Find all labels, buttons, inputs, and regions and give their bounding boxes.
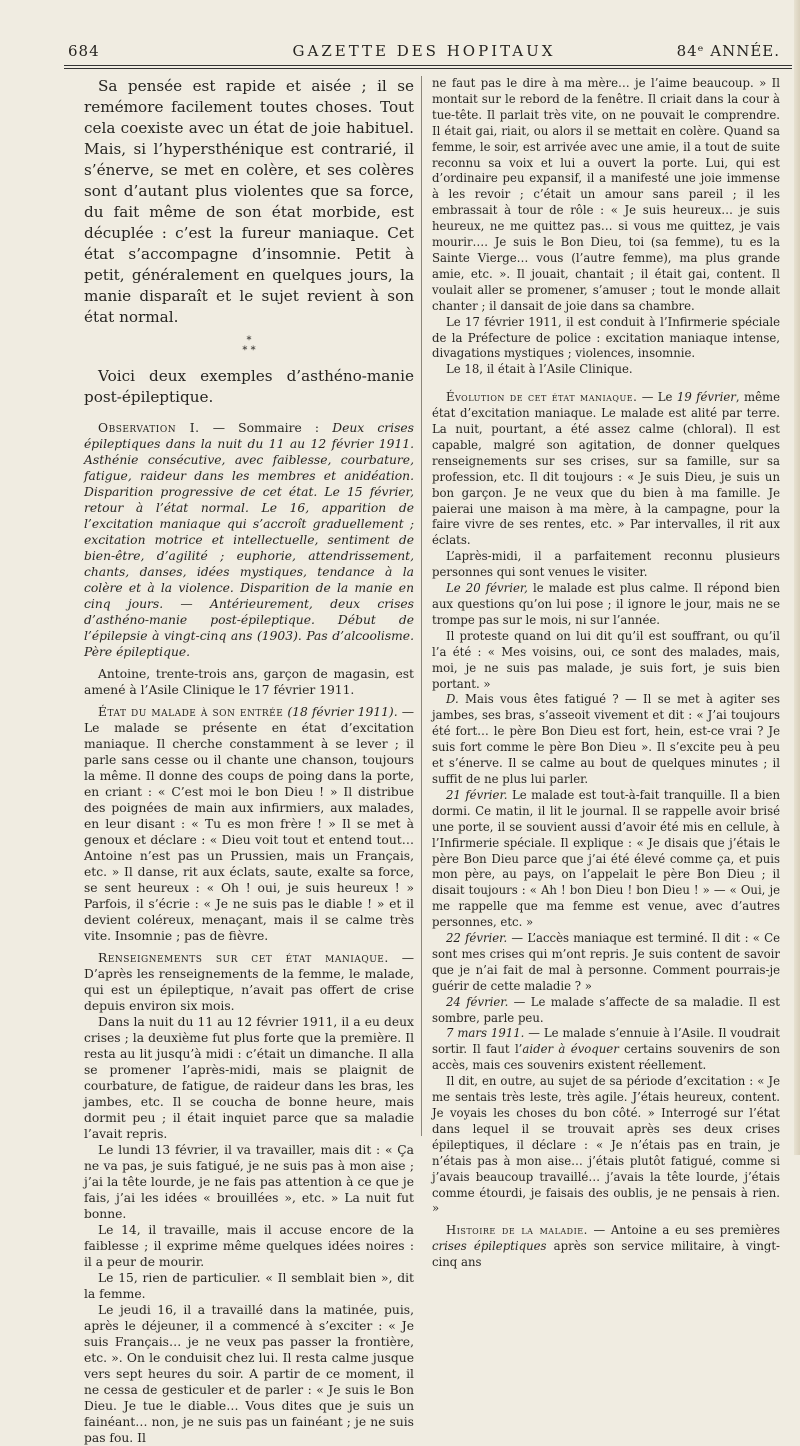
paragraph-monday: Le lundi 13 février, il va travailler, mais dit : « Ça ne va pas, je suis fatigué, je ne suis pas à mon aise ; j’ai la tête lourde, je ne fais pas attention à ce que je fais, j’ai les idées « brouillées », etc. » La nuit fut bonne. bbox=[84, 1143, 414, 1221]
page-edge bbox=[794, 0, 800, 1155]
information-paragraph: Renseignements sur cet état maniaque. — D’après les renseignements de la femme, le malade, qui est un épileptique, n’avait pas offert de crise depuis environ six mois. bbox=[84, 951, 414, 1013]
page-number: 684 bbox=[68, 42, 100, 60]
header-rule-bottom bbox=[64, 68, 792, 69]
paragraph-14: Le 14, il travaille, mais il accuse encore de la faiblesse ; il exprime même quelques idées noires : il a peur de mourir. bbox=[84, 1223, 414, 1269]
intro-paragraph: Sa pensée est rapide et aisée ; il se remémore facilement toutes choses. Tout cela coexiste avec un état de joie habituel. Mais, si l’hypersthénique est contrarié, il s’énerve, se met en colère, et ses colères sont d’autant plus violentes que sa force, du fait même de son état morbide, est décuplée : c’est la fureur maniaque. Cet état s’accompagne d’insomnie. Petit à petit, généralement en quelques jours, la manie disparaît et le sujet revient à son état normal. bbox=[84, 77, 414, 326]
right-column bbox=[432, 76, 780, 1270]
summary-text: Deux crises épileptiques dans la nuit du 11 au 12 février 1911. Asthénie consécutive, avec faiblesse, courbature, fatigue, raideur dans les membres et anidéation. Disparition progressive de cet état. Le 15 février, retour à l’état normal. Le 16, apparition de l’excitation maniaque qui s’accroît graduellement ; excitation motrice et intellectuelle, sentiment de bien-être, d’agilité ; euphorie, attendrissement, chants, danses, idées mystiques, tendance à la colère et à la violence. Disparition de la manie en cinq jours. — Antérieurement, deux crises d’asthéno-manie post-épileptique. Début de l’épilepsie à vingt-cinq ans (1903). Pas d’alcoolisme. Père épileptique. bbox=[84, 421, 414, 659]
header-rule-top bbox=[64, 65, 792, 66]
paragraph-18: Le 18, il était à l’Asile Clinique. bbox=[446, 362, 633, 377]
paragraph-question: D. Mais vous êtes fatigué ? — Il se met à agiter ses jambes, ses bras, s’asseoit vivement et dit : « J’ai toujours été fort… le père Bon Dieu est fort, hein, est-ce vrai ? Je suis fort comme le père Bon Dieu ». Il s’excite peu à peu et s’énerve. Il se calme au bout de quelques minutes ; il suffit de ne plus lui parler. bbox=[432, 692, 780, 786]
running-header bbox=[68, 42, 780, 64]
entry-state-heading: État du malade à son entrée bbox=[98, 705, 284, 719]
evolution-paragraph: Évolution de cet état maniaque. — Le 19 février, même état d’excitation maniaque. Le malade est alité par terre. La nuit, pourtant, a été assez calme (chloral). Il est capable, malgré son agitation, de donner quelques renseignements sur ses crises, sur sa famille, sur sa profession, etc. Il dit toujours : « Je suis Dieu, je suis un bon garçon. Je ne veux que du bien à ma famille. Je paierai une maison à ma mère, à la campagne, pour la faire vivre de ses rentes, etc. » Par intervalles, il rit aux éclats. bbox=[432, 390, 780, 548]
journal-title: GAZETTE DES HOPITAUX bbox=[292, 42, 556, 60]
observation-heading: Observation I. bbox=[98, 421, 200, 435]
section-separator: * * * bbox=[242, 335, 256, 356]
column-divider bbox=[421, 76, 422, 1136]
history-paragraph: Histoire de la maladie. — Antoine a eu ses premières crises épileptiques après son service militaire, à vingt-cinq ans bbox=[432, 1223, 780, 1270]
paragraph-thursday: Le jeudi 16, il a travaillé dans la matinée, puis, après le déjeuner, il a commencé à s’exciter : « Je suis Français… je ne veux pas passer la frontière, etc. ». On le conduisit chez lui. Il resta calme jusque vers sept heures du soir. A partir de ce moment, il ne cessa de gesticuler et de parler : « Je suis le Bon Dieu. Je tue le diable… Vous dites que je suis un fainéant… non, je ne suis pas un fainéant ; je ne suis pas fou. Il bbox=[84, 1303, 414, 1445]
examples-paragraph: Voici deux exemples d’asthéno-manie post-épileptique. bbox=[84, 367, 414, 406]
paragraph-further: Il dit, en outre, au sujet de sa période d’excitation : « Je me sentais très leste, très agile. J’étais heureux, content. Je voyais les choses du bon côté. » Interrogé sur l’état dans lequel il se trouvait après ses deux crises épileptiques, il déclare : « Je n’étais pas en train, je n’étais pas à mon aise… j’étais plutôt fatigué, comme si j’avais beaucoup travaillé… j’avais la tête lourde, j’étais comme étourdi, je faisais des oublis, je ne pensais à rien. » bbox=[432, 1074, 780, 1216]
paragraph-afternoon: L’après-midi, il a parfaitement reconnu plusieurs personnes qui sont venues le visiter. bbox=[432, 549, 780, 580]
paragraph-continued: ne faut pas le dire à ma mère… je l’aime beaucoup. » Il montait sur le rebord de la fenêtre. Il criait dans la cour à tue-tête. Il parlait très vite, on ne pouvait le comprendre. Il était gai, riait, ou alors il se mettait en colère. Quand sa femme, le soir, est arrivée avec une amie, il a tout de suite reconnu sa voix et lui a ouvert la porte. Lui, qui est d’ordinaire peu expansif, il a manifesté une joie immense à les revoir ; c’était un amour sans pareil ; il les embrassait à tour de rôle : « Je suis heureux… je suis heureux, ne me quittez pas… si vous me quittez, je vais mourir…. Je suis le Bon Dieu, toi (sa femme), tu es la Sainte Vierge… vous (l’autre femme), ma plus grande amie, etc. ». Il jouait, chantait ; il était gai, content. Il voulait aller se promener, s’amuser ; tout le monde allait chanter ; il dansait de joie dans sa chambre. bbox=[432, 76, 780, 313]
left-column bbox=[84, 76, 414, 1445]
information-heading: Renseignements sur cet état maniaque. bbox=[98, 951, 389, 965]
paragraph-24: 24 février. — Le malade s’affecte de sa maladie. Il est sombre, parle peu. bbox=[432, 994, 780, 1025]
paragraph-22: 22 février. — L’accès maniaque est terminé. Il dit : « Ce sont mes crises qui m’ont repris. Je suis content de savoir que je n’ai fait de mal à personne. Comment pourrais-je guérir de cette maladie ? » bbox=[432, 931, 780, 993]
observation-summary: Observation I. — Sommaire : Deux crises épileptiques dans la nuit du 11 au 12 février 1911. Asthénie consécutive, avec faiblesse, courbature, fatigue, raideur dans les membres et anidéation. Disparition progressive de cet état. Le 15 février, retour à l’état normal. Le 16, apparition de l’excitation maniaque qui s’accroît graduellement ; excitation motrice et intellectuelle, sentiment de bien-être, d’agilité ; euphorie, attendrissement, chants, danses, idées mystiques, tendance à la colère et à la violence. Disparition de la manie en cinq jours. — Antérieurement, deux crises d’asthéno-manie post-épileptique. Début de l’épilepsie à vingt-cinq ans (1903). Pas d’alcoolisme. Père épileptique. bbox=[84, 421, 414, 659]
entry-state-paragraph: État du malade à son entrée (18 février 1911). — Le malade se présente en état d’excitation maniaque. Il cherche constamment à se lever ; il parle sans cesse ou il chante une chanson, toujours la même. Il donne des coups de poing dans la porte, en criant : « C’est moi le bon Dieu ! » Il distribue des poignées de main aux infirmiers, aux malades, en leur disant : « Tu es mon frère ! » Il se met à genoux et déclare : « Dieu voit tout et entend tout… Antoine n’est pas un Prussien, mais un Français, etc. » Il danse, rit aux éclats, saute, exalte sa force, se sent heureux : « Oh ! oui, je suis heureux ! » Parfois, il s’écrie : « Je ne suis pas le diable ! » et il devient coléreux, menaçant, mais il se calme très vite. Insomnie ; pas de fièvre. bbox=[84, 705, 414, 943]
paragraph-15: Le 15, rien de particulier. « Il semblait bien », dit la femme. bbox=[84, 1271, 414, 1301]
paragraph-17: Le 17 février 1911, il est conduit à l’Infirmerie spéciale de la Préfecture de police : excitation maniaque intense, divagations mystiques ; violences, insomnie. bbox=[432, 314, 780, 361]
volume-year: 84ᵉ ANNÉE. bbox=[676, 42, 780, 60]
paragraph-20: Le 20 février, le malade est plus calme. Il répond bien aux questions qu’on lui pose ; il ignore le jour, mais ne se trompe pas sur le mois, ni sur l’année. bbox=[432, 581, 780, 627]
history-heading: Histoire de la maladie. bbox=[446, 1223, 588, 1238]
paragraph-night: Dans la nuit du 11 au 12 février 1911, il a eu deux crises ; la deuxième fut plus forte que la première. Il resta au lit jusqu’à midi : c’était un dimanche. Il alla se promener l’après-midi, mais se plaignit de courbature, de fatigue, de raideur dans les bras, les jambes, etc. Il se coucha de bonne heure, mais dormit peu ; il était inquiet parce que sa maladie l’avait repris. bbox=[84, 1015, 414, 1141]
paragraph-protest: Il proteste quand on lui dit qu’il est souffrant, ou qu’il l’a été : « Mes voisins, oui, ce sont des malades, mais, moi, je ne suis pas malade, je suis fort, je suis bien portant. » bbox=[432, 628, 780, 691]
paragraph-march-7: 7 mars 1911. — Le malade s’ennuie à l’Asile. Il voudrait sortir. Il faut l’aider à évoquer certains souvenirs de son accès, mais ces souvenirs existent réellement. bbox=[432, 1026, 780, 1073]
patient-intro: Antoine, trente-trois ans, garçon de magasin, est amené à l’Asile Clinique le 17 février 1911. bbox=[84, 667, 414, 697]
paragraph-21: 21 février. Le malade est tout-à-fait tranquille. Il a bien dormi. Ce matin, il lit le journal. Il se rappelle avoir brisé une porte, il se souvient aussi d’avoir été mis en cellule, à l’Infirmerie spéciale. Il explique : « Je disais que j’étais le père Bon Dieu parce que j’ai été élevé comme ça, et puis mon père, au pays, on l’appelait le père Bon Dieu ; il disait toujours : « Ah ! bon Dieu ! bon Dieu ! » — « Oui, je me rappelle que ma femme est venue, avec d’autres personnes, etc. » bbox=[432, 787, 780, 930]
evolution-heading: Évolution de cet état maniaque. bbox=[446, 390, 638, 405]
